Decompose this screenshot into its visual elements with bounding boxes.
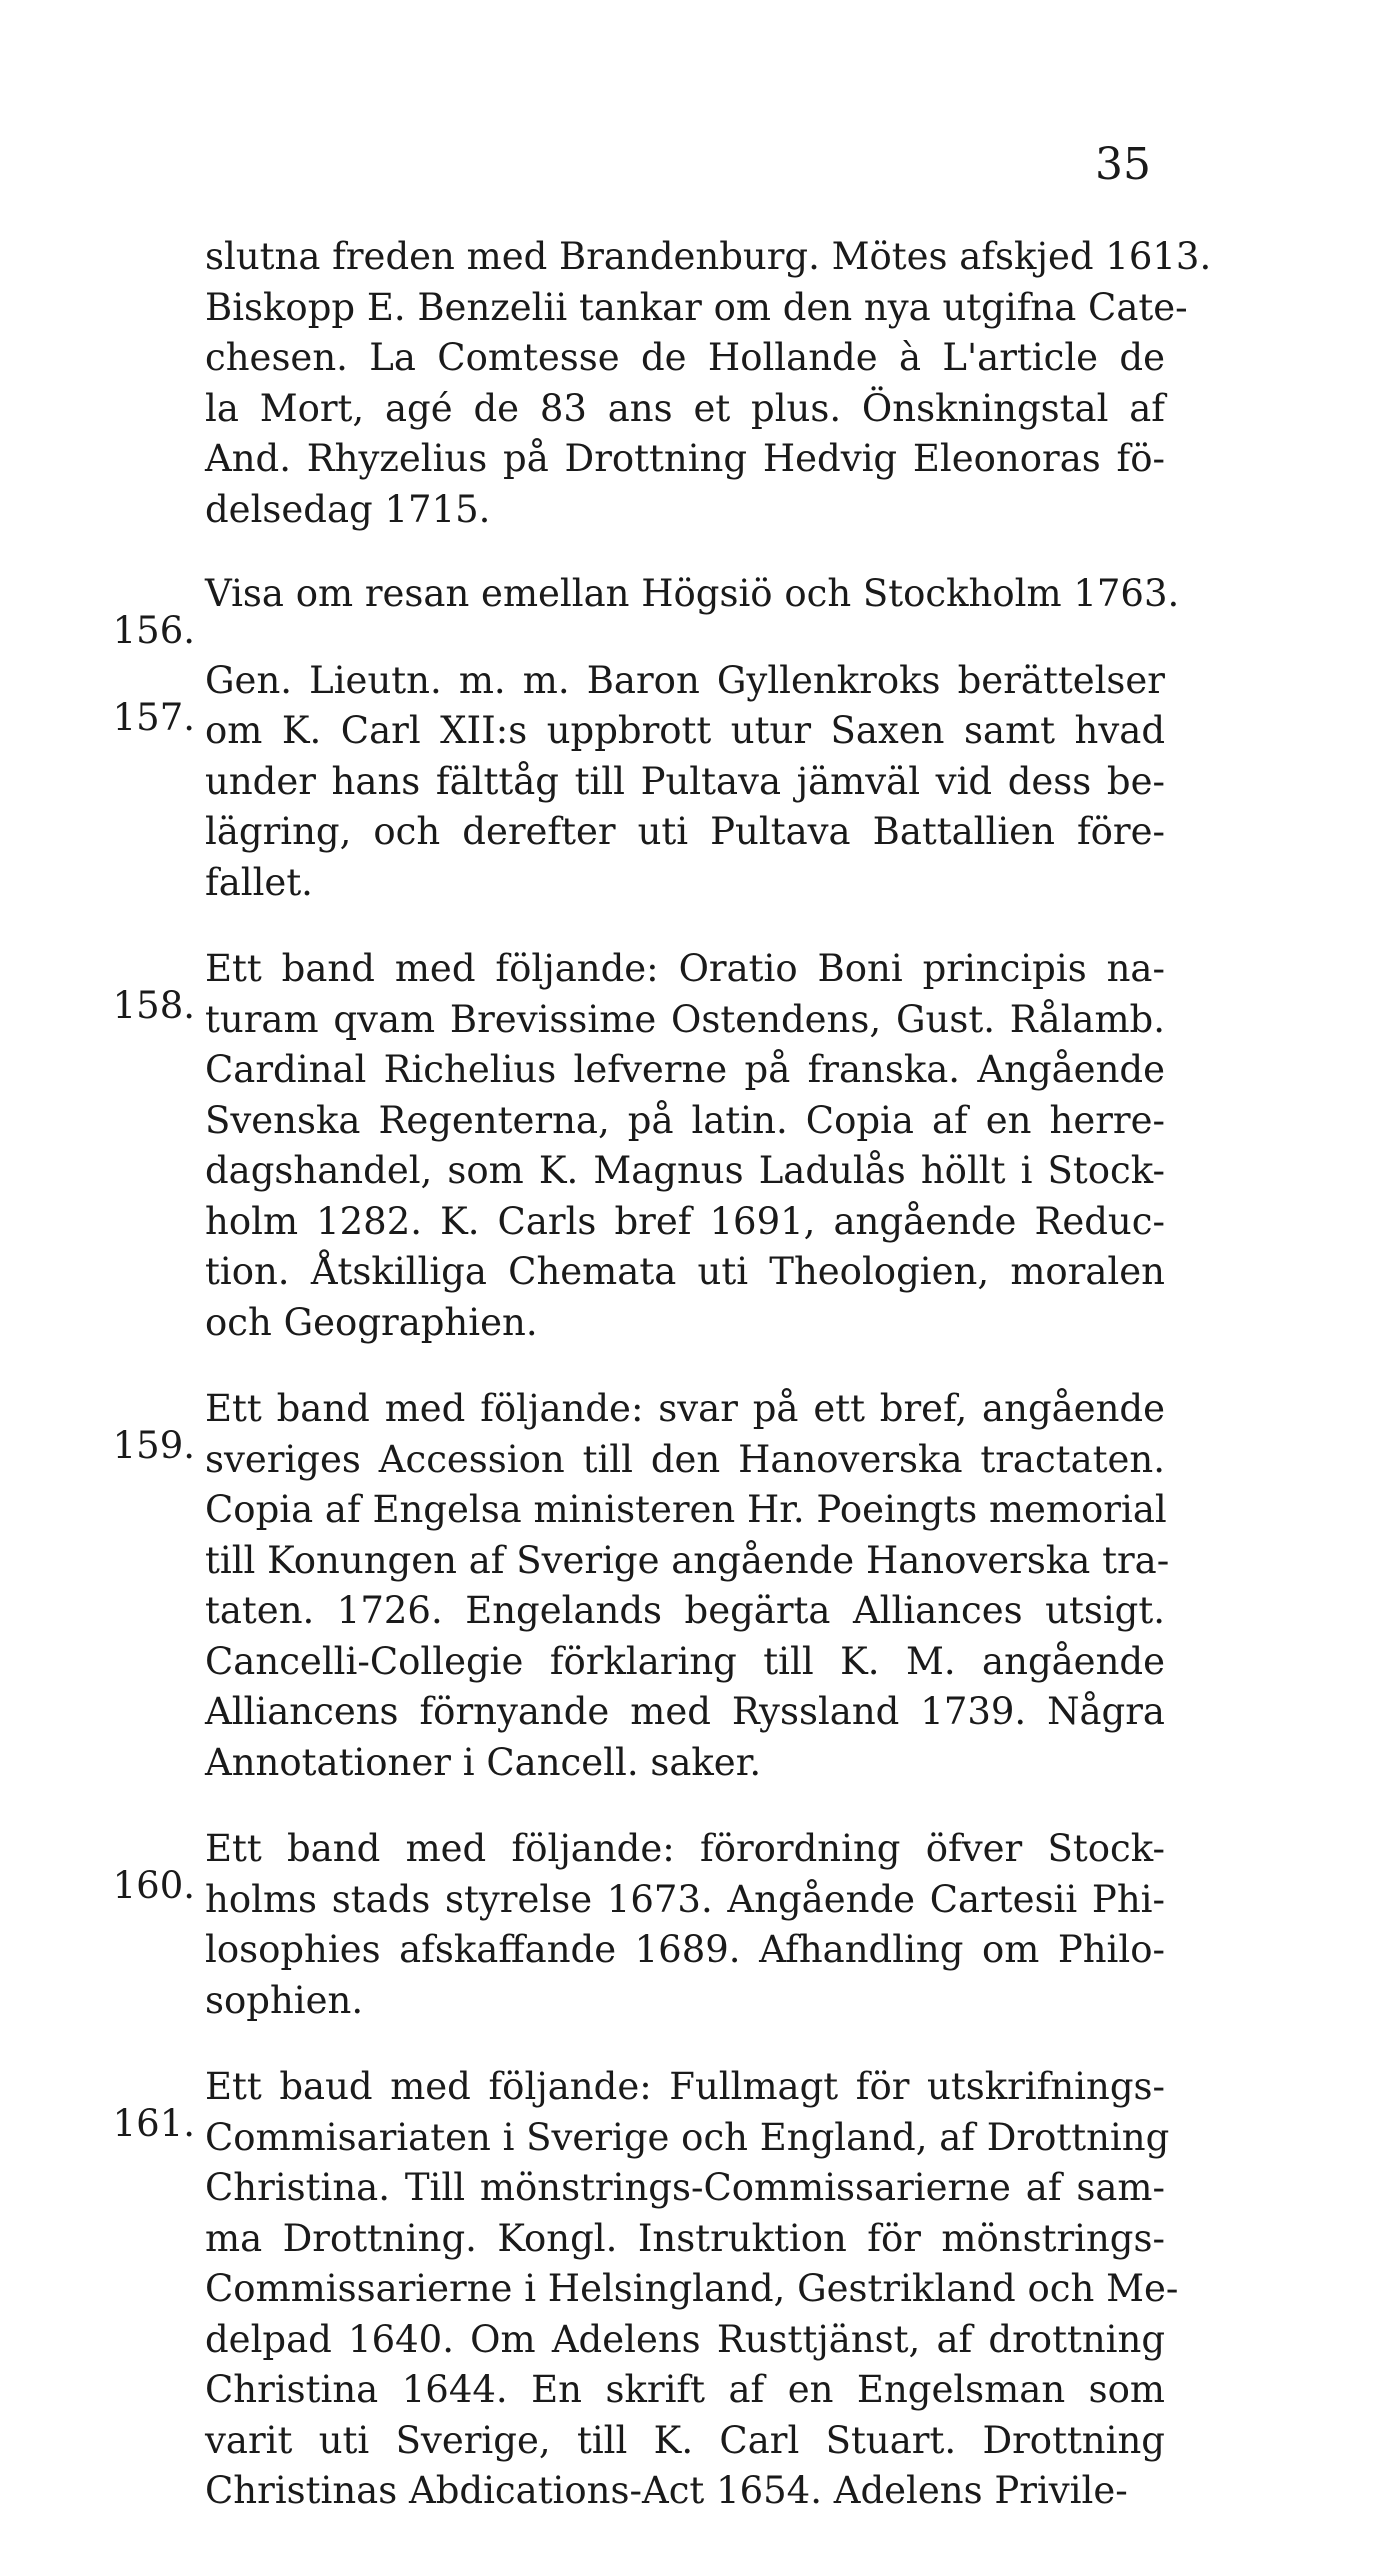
line-text: la Mort, agé de 83 ans et plus. Önskningstal af — [205, 386, 1165, 430]
catalogue-entry — [205, 232, 1212, 535]
line-text: och Geographien. — [205, 1300, 538, 1344]
line-text: Ett band med följande: svar på ett bref, angående — [205, 1387, 1165, 1430]
text-line — [205, 1536, 1170, 1587]
text-line — [205, 1637, 1165, 1688]
text-line — [205, 757, 1165, 808]
text-line — [205, 1738, 1165, 1789]
text-line — [205, 1146, 1165, 1197]
text-line — [205, 2315, 1165, 2366]
text-line — [205, 2163, 1165, 2214]
line-text: lägring, och derefter uti Pultava Battallien före- — [205, 810, 1165, 853]
text-line — [205, 807, 1165, 858]
line-text: Biskopp E. Benzelii tankar om den nya utgifna Cate- — [205, 285, 1188, 329]
line-text: delpad 1640. Om Adelens Rusttjänst, af drottning — [205, 2317, 1165, 2361]
entry-number: 157. — [112, 695, 195, 739]
text-line — [205, 1435, 1165, 1486]
text-line — [205, 1925, 1165, 1976]
text-line — [205, 706, 1165, 757]
entry-number: 159. — [112, 1424, 195, 1467]
line-text: sophien. — [205, 1978, 364, 2022]
text-line — [205, 1247, 1165, 1298]
line-text: chesen. La Comtesse de Hollande à L'article de — [205, 336, 1165, 379]
entry-number: 156. — [112, 609, 195, 652]
line-text: turam qvam Brevissime Ostendens, Gust. Rålamb. — [205, 997, 1165, 1041]
text-line — [205, 333, 1165, 384]
line-text: Commisariaten i Sverige och England, af Drottning — [205, 2115, 1170, 2159]
line-text: till Konungen af Sverige angående Hanoverska tra- — [205, 1538, 1170, 1582]
line-text: Copia af Engelsa ministeren Hr. Poeingts memorial — [205, 1488, 1167, 1531]
line-text: ma Drottning. Kongl. Instruktion för mönstrings- — [205, 2216, 1165, 2260]
text-line — [205, 485, 1165, 536]
catalogue-entry — [112, 944, 1165, 1348]
line-text: under hans fälttåg till Pultava jämväl vid dess be- — [205, 759, 1165, 803]
entry-number: 160. — [112, 1864, 195, 1907]
catalogue-entry — [112, 2062, 1179, 2517]
text-line — [205, 2416, 1165, 2467]
text-line — [205, 1586, 1165, 1637]
line-text: Christina 1644. En skrift af en Engelsman som — [205, 2368, 1165, 2411]
line-text: Cardinal Richelius lefverne på franska. Angående — [205, 1048, 1165, 1091]
catalogue-entry — [112, 1384, 1170, 1788]
line-text: Commissarierne i Helsingland, Gestrikland och Me- — [205, 2267, 1179, 2310]
line-text: Ett baud med följande: Fullmagt för utskrifnings- — [205, 2065, 1165, 2108]
catalogue-entry — [112, 569, 1180, 652]
text-line — [205, 2214, 1165, 2265]
text-line — [205, 283, 1188, 334]
line-text: And. Rhyzelius på Drottning Hedvig Eleonoras fö- — [205, 437, 1165, 480]
line-text: Ett band med följande: förordning öfver Stock- — [205, 1827, 1165, 1870]
text-line — [205, 1298, 1165, 1349]
line-text: om K. Carl XII:s uppbrott utur Saxen samt hvad — [205, 709, 1165, 752]
line-text: taten. 1726. Engelands begärta Alliances utsigt. — [205, 1589, 1165, 1632]
text-line — [205, 1875, 1165, 1926]
text-line — [112, 569, 1180, 652]
line-text: Alliancens förnyande med Ryssland 1739. Några — [205, 1690, 1165, 1733]
line-text: Svenska Regenterna, på latin. Copia af en herre- — [205, 1098, 1165, 1142]
text-line — [205, 1045, 1165, 1096]
line-text: holms stads styrelse 1673. Angående Cartesii Phi- — [205, 1877, 1165, 1921]
entry-number: 161. — [112, 2102, 195, 2145]
catalogue-entries — [112, 232, 1212, 2553]
text-line — [205, 1096, 1165, 1147]
text-line — [205, 858, 1165, 909]
line-text: varit uti Sverige, till K. Carl Stuart. Drottning — [205, 2418, 1165, 2462]
line-text: fallet. — [205, 860, 313, 904]
text-line — [205, 995, 1165, 1046]
line-text: slutna freden med Brandenburg. Mötes afskjed 1613. — [205, 235, 1212, 278]
line-text: delsedag 1715. — [205, 487, 491, 531]
line-text: Gen. Lieutn. m. m. Baron Gyllenkroks berättelser — [205, 658, 1165, 702]
text-line — [205, 1687, 1165, 1738]
text-line — [205, 232, 1212, 283]
catalogue-entry — [112, 1824, 1165, 2026]
line-text: sveriges Accession till den Hanoverska tractaten. — [205, 1437, 1165, 1481]
text-line — [205, 434, 1165, 485]
page-number: 35 — [1095, 139, 1151, 190]
line-text: dagshandel, som K. Magnus Ladulås höllt i Stock- — [205, 1149, 1165, 1192]
text-line — [205, 1485, 1165, 1536]
line-text: tion. Åtskilliga Chemata uti Theologien, moralen — [205, 1250, 1165, 1293]
text-line — [205, 1976, 1165, 2027]
line-text: Ett band med följande: Oratio Boni principis na- — [205, 947, 1165, 990]
entry-number: 158. — [112, 984, 195, 1027]
line-text: Cancelli-Collegie förklaring till K. M. angående — [205, 1639, 1165, 1683]
text-line — [205, 2113, 1170, 2164]
text-line — [205, 1197, 1165, 1248]
line-text: Christinas Abdications-Act 1654. Adelens Privile- — [205, 2469, 1128, 2512]
line-text: Christina. Till mönstrings-Commissarierne af sam- — [205, 2166, 1165, 2209]
text-line — [205, 2466, 1165, 2517]
text-line — [205, 2365, 1165, 2416]
line-text: Visa om resan emellan Högsiö och Stockholm 1763. — [205, 572, 1180, 615]
line-text: Annotationer i Cancell. saker. — [205, 1740, 762, 1784]
text-line — [205, 2264, 1179, 2315]
line-text: losophies afskaffande 1689. Afhandling om Philo- — [205, 1928, 1165, 1971]
line-text: holm 1282. K. Carls bref 1691, angående Reduc- — [205, 1199, 1165, 1243]
catalogue-entry — [112, 656, 1165, 909]
text-line — [205, 384, 1165, 435]
